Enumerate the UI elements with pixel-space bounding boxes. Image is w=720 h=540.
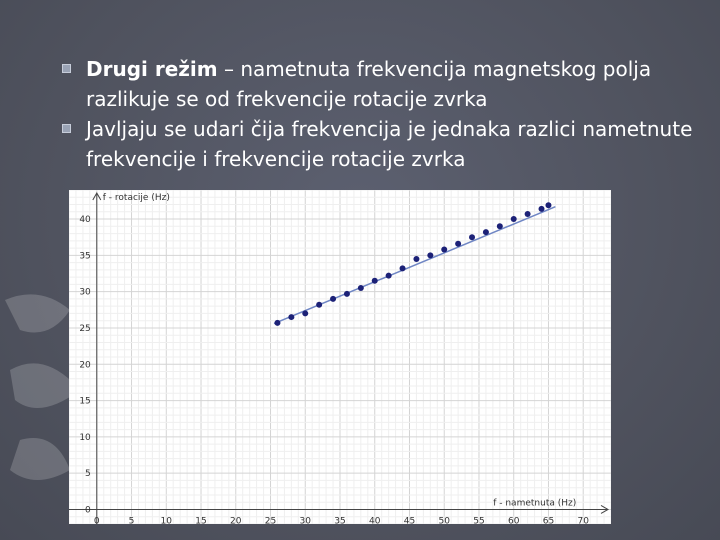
chart-panel bbox=[69, 190, 611, 524]
bullet-text: Javljaju se udari čija frekvencija je jednaka razlici nametnute frekvencije i frekvencije rotacije zvrka bbox=[86, 117, 693, 171]
y-tick-label: 30 bbox=[79, 287, 91, 298]
data-point bbox=[413, 256, 419, 262]
bullet-item bbox=[62, 114, 702, 174]
x-tick-label: 60 bbox=[507, 516, 520, 524]
bullet-bold-text: Drugi režim bbox=[86, 57, 218, 81]
x-tick-label: 15 bbox=[195, 516, 207, 524]
x-tick-label: 30 bbox=[299, 516, 311, 524]
data-point bbox=[483, 229, 489, 235]
x-tick-label: 0 bbox=[93, 516, 100, 524]
chart-grid bbox=[69, 190, 611, 524]
chart-tick-labels bbox=[79, 215, 589, 524]
y-tick-label: 0 bbox=[85, 505, 91, 516]
data-point bbox=[511, 216, 517, 222]
bullet-list bbox=[62, 54, 702, 174]
x-tick-label: 25 bbox=[264, 516, 277, 524]
x-tick-label: 5 bbox=[128, 516, 135, 524]
data-point bbox=[427, 252, 433, 258]
x-tick-label: 10 bbox=[160, 516, 173, 524]
data-point bbox=[330, 296, 336, 302]
bullet-item bbox=[62, 54, 702, 114]
data-point bbox=[302, 310, 308, 316]
x-tick-label: 45 bbox=[403, 516, 416, 524]
x-tick-label: 50 bbox=[438, 516, 450, 524]
x-tick-label: 35 bbox=[334, 516, 346, 524]
data-point bbox=[545, 202, 551, 208]
data-point bbox=[344, 291, 350, 297]
data-point bbox=[316, 302, 322, 308]
x-tick-label: 20 bbox=[230, 516, 242, 524]
data-point bbox=[497, 223, 503, 229]
y-tick-label: 5 bbox=[85, 469, 91, 480]
y-tick-label: 10 bbox=[79, 432, 91, 443]
data-point bbox=[469, 234, 475, 240]
chart-marks bbox=[274, 202, 555, 326]
data-point bbox=[372, 278, 378, 284]
square-bullet-icon bbox=[62, 124, 71, 133]
y-tick-label: 35 bbox=[79, 251, 91, 262]
y-tick-label: 40 bbox=[79, 215, 91, 226]
data-point bbox=[274, 320, 280, 326]
data-point bbox=[539, 206, 545, 212]
x-tick-label: 55 bbox=[473, 516, 485, 524]
data-point bbox=[441, 247, 447, 253]
data-point bbox=[358, 285, 364, 291]
scatter-chart bbox=[69, 190, 611, 524]
data-point bbox=[455, 241, 461, 247]
data-point bbox=[386, 273, 392, 279]
x-tick-label: 40 bbox=[369, 516, 381, 524]
data-point bbox=[288, 314, 294, 320]
x-tick-label: 65 bbox=[542, 516, 555, 524]
square-bullet-icon bbox=[62, 64, 71, 73]
x-axis-label: f - nametnuta (Hz) bbox=[493, 498, 577, 509]
y-tick-label: 20 bbox=[79, 360, 91, 371]
y-tick-label: 15 bbox=[79, 396, 91, 407]
y-tick-label: 25 bbox=[79, 323, 91, 334]
data-point bbox=[400, 265, 406, 271]
data-point bbox=[525, 211, 531, 217]
y-axis-label: f - rotacije (Hz) bbox=[102, 193, 170, 204]
x-tick-label: 70 bbox=[577, 516, 589, 524]
bullet-text: – nametnuta frekvencija magnetskog polja razlikuje se od frekvencije rotacije zvrka bbox=[86, 57, 652, 111]
